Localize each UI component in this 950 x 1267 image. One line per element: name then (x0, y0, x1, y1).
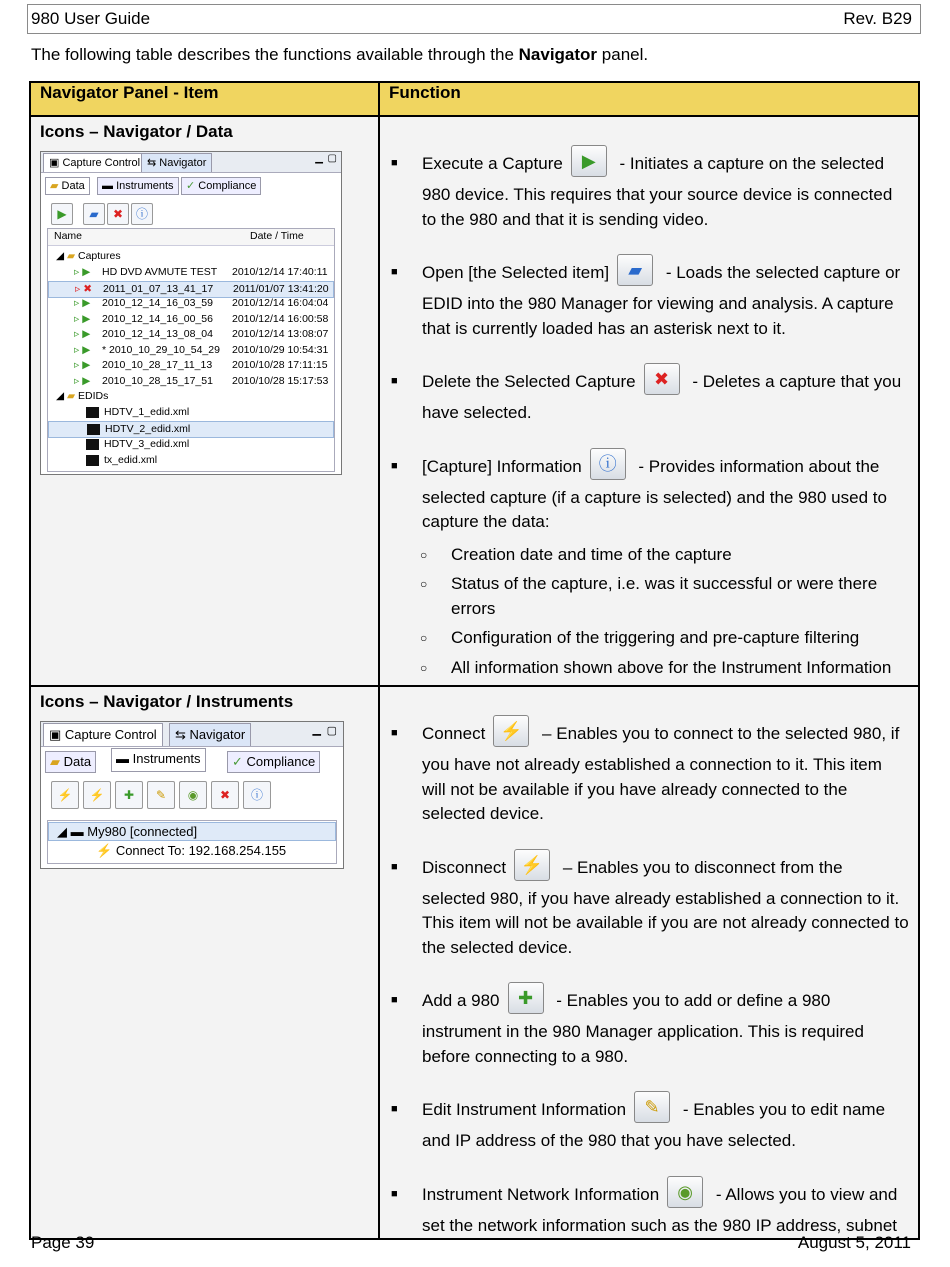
capture-date: 2011/01/07 13:41:20 (233, 282, 329, 295)
capture-icon: ▹ ▶ (74, 359, 91, 371)
bullet-icon: ■ (391, 1187, 398, 1200)
capture-icon: ▹ ▶ (74, 312, 91, 325)
subtab-compliance (227, 751, 320, 773)
section-instruments-right (379, 686, 919, 1239)
tab-label: Capture Control (64, 727, 157, 742)
sub-item-text: Status of the capture, i.e. was it successful or were there errors (451, 574, 878, 618)
capture-date: 2010/10/28 15:17:53 (232, 374, 329, 387)
subtab-compliance (181, 177, 261, 195)
capture-date: 2010/12/14 16:04:04 (232, 297, 329, 309)
connect-to-label: Connect To: 192.168.254.155 (115, 843, 287, 858)
capture-icon: ▹ ▶ (74, 297, 91, 309)
tab-navigator (169, 723, 251, 746)
edid-name: HDTV_2_edid.xml (105, 423, 191, 435)
data-function-list (390, 151, 909, 535)
capture-name: 2010_10_28_17_11_13 (102, 359, 213, 371)
capture-error-icon: ▹ ✖ (75, 282, 92, 295)
edid-name: HDTV_3_edid.xml (104, 438, 190, 450)
edid-row (48, 421, 334, 438)
instrument-icon: ▬ (116, 751, 129, 766)
capture-date: 2010/12/14 17:40:11 (232, 266, 328, 278)
col-name: Name (54, 230, 83, 242)
instruments-function-list (390, 721, 909, 1238)
function-description: - Allows you to view and set the network information such as the 980 IP address, subnet (422, 1184, 898, 1235)
connect-disabled-icon: ⚡ (51, 781, 79, 809)
view-tabs (41, 722, 343, 747)
function-name: Disconnect (422, 857, 507, 877)
section-title: Icons – Navigator / Data (40, 122, 233, 141)
function-name: [Capture] Information (422, 456, 582, 476)
instrument-label: My980 [connected] (87, 824, 198, 839)
folder-open-icon: ▰ (617, 254, 653, 286)
sub-item (422, 656, 909, 681)
capture-name: 2010_10_28_15_17_51 (102, 374, 213, 387)
tab-capture-control (43, 723, 163, 746)
capture-row (48, 374, 334, 389)
capture-row (48, 265, 334, 280)
edid-name: HDTV_1_edid.xml (104, 406, 190, 418)
footer-date: August 5, 2011 (797, 1233, 911, 1252)
bullet-icon: ■ (391, 157, 398, 169)
bullet-icon: ■ (391, 266, 398, 278)
compliance-icon: ✓ (232, 754, 243, 769)
folder-icon: ▰ (67, 250, 76, 262)
capture-name: * 2010_10_29_10_54_29 (102, 343, 220, 356)
sub-item-text: Creation date and time of the capture (451, 544, 732, 564)
function-name: Instrument Network Information (422, 1184, 660, 1204)
col-date: Date / Time (250, 230, 304, 242)
info-icon: ⓘ (590, 448, 626, 480)
subtab-label: Compliance (198, 180, 257, 192)
info-sub-list (422, 543, 909, 681)
subtab-data (45, 751, 96, 773)
function-description: - Deletes a capture that you have selected. (422, 372, 902, 422)
tree-row-instrument: ◢ ▬ My980 [connected] (48, 822, 336, 841)
function-item (390, 151, 909, 232)
sub-tabs (45, 177, 341, 197)
data-tree (47, 228, 335, 472)
function-description: - Loads the selected capture or EDID into the 980 Manager for viewing and analysis. A capture that is currently loaded has an asterisk next to it. (422, 263, 901, 338)
sub-item (422, 543, 909, 568)
edit-icon: ✎ (147, 781, 175, 809)
folder-open-icon: ▰ (83, 203, 105, 225)
navigator-instruments-screenshot (40, 721, 344, 869)
page-header (27, 4, 921, 34)
function-description: - Enables you to edit name and IP address of the 980 that you have selected. (422, 1100, 886, 1150)
capture-icon: ▹ ▶ (74, 374, 91, 387)
folder-icon: ▰ (50, 180, 59, 192)
capture-row (48, 327, 334, 342)
tree-row-connect-to (48, 842, 336, 859)
capture-date: 2010/12/14 16:00:58 (232, 312, 329, 325)
function-description: – Enables you to disconnect from the selected 980, if you have already established a connection to it. This item will not be available if you are not already connected to the selected device. (422, 857, 909, 957)
bullet-icon: ■ (391, 727, 398, 739)
function-description: - Initiates a capture on the selected 980 device. This requires that your source device is connected to the 980 and that it is sending video. (422, 154, 893, 229)
function-item (390, 454, 909, 535)
navigator-data-screenshot (40, 151, 342, 475)
edid-file-icon (86, 439, 99, 450)
tab-navigator (141, 153, 212, 172)
tab-capture-control (43, 153, 146, 172)
function-name: Delete the Selected Capture (422, 372, 636, 391)
doc-title: 980 User Guide (31, 9, 151, 28)
sub-item-text: Configuration of the triggering and pre-capture filtering (451, 628, 860, 647)
edid-row (48, 437, 334, 452)
capture-control-icon: ▣ (49, 157, 60, 169)
instrument-tree (47, 820, 337, 864)
circle-bullet-icon: ○ (420, 547, 428, 562)
section-title: Icons – Navigator / Instruments (40, 692, 294, 711)
doc-revision: Rev. B29 (843, 9, 912, 28)
network-icon: ◉ (667, 1176, 703, 1208)
subtab-label: Instruments (132, 751, 201, 766)
sub-item (422, 626, 909, 651)
intro-before: The following table describes the functions available through the (31, 45, 519, 64)
tree-header (48, 229, 334, 246)
capture-row (48, 358, 334, 373)
play-icon: ▶ (51, 203, 73, 225)
sub-item (422, 572, 909, 621)
function-name: Edit Instrument Information (422, 1100, 627, 1119)
intro-bold: Navigator (518, 45, 598, 64)
folder-label: EDIDs (78, 390, 109, 402)
function-item (390, 369, 909, 426)
capture-name: 2010_12_14_16_00_56 (102, 312, 213, 325)
minimize-icon: ▁ (312, 724, 321, 736)
section-instruments-left (30, 686, 379, 1239)
function-description: - Enables you to add or define a 980 instrument in the 980 Manager application. This is required before connecting to a 980. (422, 991, 864, 1066)
info-icon: ⓘ (131, 203, 153, 225)
tree-folder-captures: ◢ ▰ Captures (56, 250, 121, 262)
capture-name: 2010_12_14_13_08_04 (102, 328, 213, 340)
maximize-icon: ▢ (327, 153, 337, 164)
connect-icon: ⚡ (493, 715, 529, 747)
bullet-icon: ■ (391, 1103, 398, 1115)
play-icon: ▶ (571, 145, 607, 177)
navigator-icon: ⇆ (175, 727, 186, 742)
function-name: Connect (422, 724, 486, 743)
function-name: Add a 980 (422, 991, 500, 1010)
tab-label: Navigator (189, 727, 246, 742)
col-header-function: Function (379, 82, 919, 116)
delete-icon: ✖ (107, 203, 129, 225)
capture-control-icon: ▣ (49, 727, 62, 742)
section-data-right (379, 116, 919, 686)
edid-file-icon (86, 455, 99, 466)
subtab-label: Data (61, 180, 85, 192)
delete-icon: ✖ (644, 363, 680, 395)
sub-item-text: All information shown above for the Instrument Information (451, 657, 892, 677)
section-data-left (30, 116, 379, 686)
function-item (390, 721, 909, 827)
sub-tabs (45, 751, 343, 775)
tab-label: Navigator (159, 157, 207, 169)
folder-icon: ▰ (50, 754, 60, 769)
compliance-icon: ✓ (186, 180, 196, 192)
capture-name: HD DVD AVMUTE TEST (102, 266, 218, 278)
function-name: Open [the Selected item] (422, 263, 610, 282)
bullet-icon: ■ (391, 375, 398, 387)
capture-row (48, 281, 334, 298)
tree-folder-edids: ◢ ▰ EDIDs (56, 390, 109, 402)
capture-row (48, 296, 334, 311)
function-item (390, 1097, 909, 1154)
edit-icon: ✎ (634, 1091, 670, 1123)
capture-icon: ▹ ▶ (74, 266, 91, 278)
data-toolbar (51, 203, 341, 229)
edid-row (48, 405, 334, 420)
capture-date: 2010/10/28 17:11:15 (232, 359, 328, 371)
function-item (390, 988, 909, 1069)
subtab-instruments (111, 748, 206, 772)
disconnect-icon: ⚡ (514, 849, 550, 881)
instrument-icon: ▬ (102, 180, 113, 192)
add-icon: ✚ (508, 982, 544, 1014)
intro-after: panel. (597, 45, 649, 64)
network-icon: ◉ (179, 781, 207, 809)
subtab-label: Compliance (246, 754, 316, 769)
connection-icon: ⚡ (96, 843, 113, 858)
function-item (390, 260, 909, 341)
bullet-icon: ■ (391, 860, 398, 873)
function-name: Execute a Capture (422, 154, 563, 173)
instruments-toolbar (51, 781, 343, 811)
tab-label: Capture Control (62, 157, 141, 169)
col-header-item: Navigator Panel - Item (30, 82, 379, 116)
folder-icon: ▰ (67, 390, 76, 402)
add-icon: ✚ (115, 781, 143, 809)
edid-file-icon (87, 424, 100, 435)
minimize-icon: ▁ (315, 153, 323, 164)
maximize-icon: ▢ (326, 725, 337, 737)
subtab-data (45, 177, 90, 195)
capture-name: 2010_12_14_16_03_59 (102, 297, 213, 309)
capture-icon: ▹ ▶ (74, 328, 91, 340)
edid-file-icon (86, 407, 99, 418)
capture-date: 2010/10/29 10:54:31 (232, 343, 329, 356)
info-icon: ⓘ (243, 781, 271, 809)
function-description: – Enables you to connect to the selected 980, if you have not already established a connection to it. This item will not be available if you have already connected to the selected device. (422, 724, 900, 823)
delete-icon: ✖ (211, 781, 239, 809)
bullet-icon: ■ (391, 459, 398, 472)
capture-name: 2011_01_07_13_41_17 (103, 282, 214, 295)
folder-label: Captures (78, 250, 121, 262)
footer-page: Page 39 (31, 1233, 95, 1252)
disconnect-icon: ⚡ (83, 781, 111, 809)
instrument-icon: ▬ (70, 824, 84, 839)
intro-text (31, 45, 648, 65)
capture-date: 2010/12/14 13:08:07 (232, 328, 329, 340)
edid-row (48, 453, 334, 468)
circle-bullet-icon: ○ (420, 577, 428, 591)
function-item (390, 855, 909, 961)
circle-bullet-icon: ○ (420, 660, 428, 675)
subtab-instruments (97, 177, 179, 195)
capture-icon: ▹ ▶ (74, 343, 91, 356)
capture-row (48, 343, 334, 358)
circle-bullet-icon: ○ (420, 631, 428, 645)
capture-row (48, 312, 334, 327)
navigator-table (29, 81, 920, 1240)
navigator-icon: ⇆ (147, 157, 157, 169)
subtab-label: Instruments (116, 180, 174, 192)
bullet-icon: ■ (391, 994, 398, 1006)
edid-name: tx_edid.xml (104, 454, 158, 466)
function-description: - Provides information about the selected capture (if a capture is selected) and the 980 used to capture the data: (422, 456, 887, 531)
view-tabs (41, 152, 341, 173)
function-item (390, 1182, 909, 1239)
subtab-label: Data (63, 754, 92, 769)
